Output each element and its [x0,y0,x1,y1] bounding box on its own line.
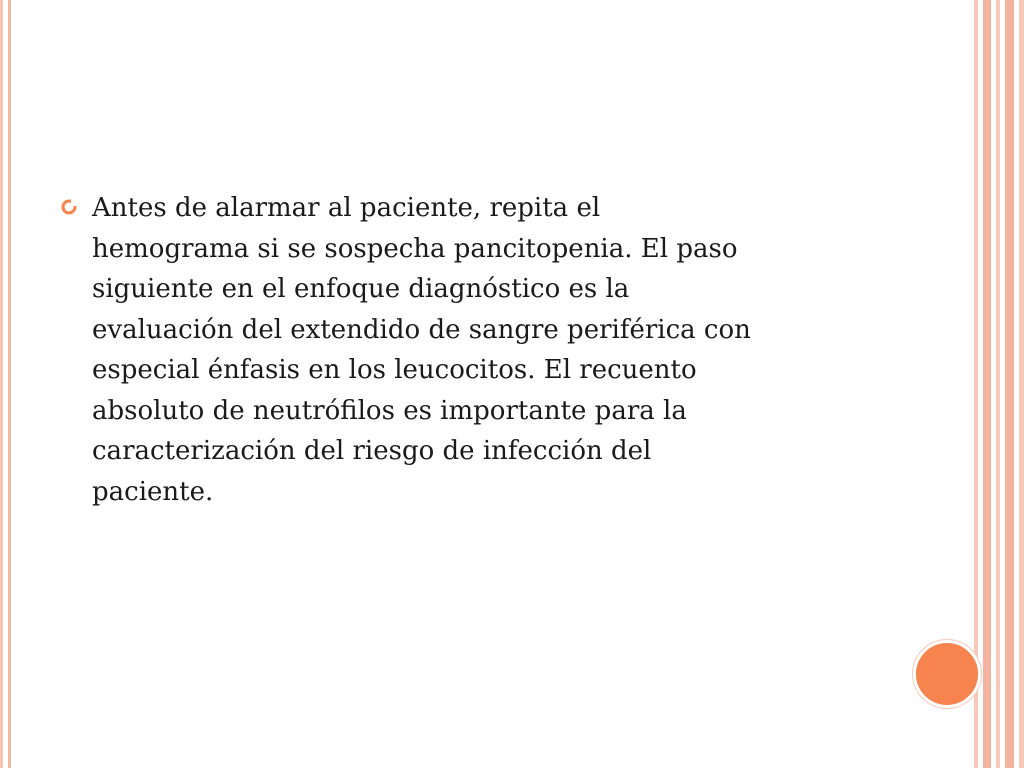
open-circle-bullet-icon [60,188,92,216]
right-border-stripe [1019,0,1024,768]
right-border-stripe [974,0,978,768]
right-border-stripe [996,0,1000,768]
decorative-circle [913,640,981,708]
slide-body [60,188,890,512]
left-border-stripe-inner [8,0,11,768]
bullet-item [60,188,890,512]
left-border-stripe [0,0,3,768]
right-border-stripe [1005,0,1014,768]
bullet-text: Antes de alarmar al paciente, repita el hemograma si se sospecha pancitopenia. El paso siguiente en el enfoque diagnóstico es la evaluación del extendido de sangre periférica con especial énfasis en los leucocitos. El recuento absoluto de neutrófilos es importante para la caracterización del riesgo de infección del paciente. [92,193,751,507]
right-border-stripe [983,0,991,768]
